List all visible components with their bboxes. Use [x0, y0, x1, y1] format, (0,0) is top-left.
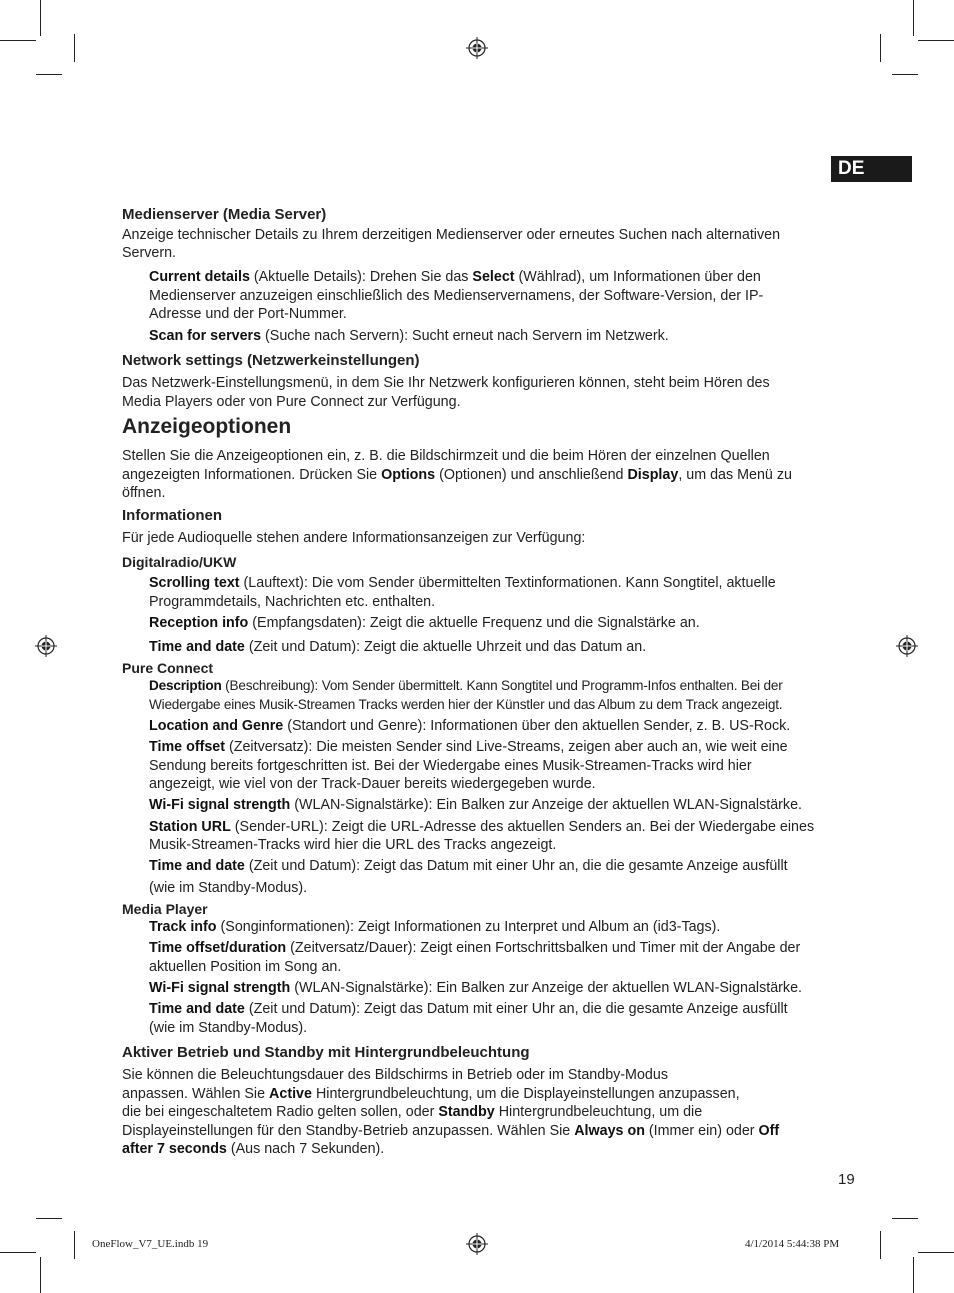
registration-mark-icon [896, 635, 918, 657]
paragraph-line: öffnen. [122, 485, 166, 501]
term: Time offset [149, 739, 226, 755]
paragraph-line: Anzeige technischer Details zu Ihrem derzeitigen Medienserver oder erneutes Suchen nach alternativen [122, 227, 781, 243]
print-slug-filename: OneFlow_V7_UE.indb 19 [92, 1238, 209, 1250]
language-tab: DE [831, 156, 912, 182]
list-item: Location and Genre (Standort und Genre): Informationen über den aktuellen Sender, z. B. US-Rock. [149, 718, 791, 734]
crop-mark [880, 1231, 881, 1259]
crop-mark [74, 34, 75, 62]
crop-mark [918, 40, 954, 41]
term: Always on [574, 1123, 645, 1139]
list-item: Scan for servers (Suche nach Servern): Sucht erneut nach Servern im Netzwerk. [149, 328, 669, 344]
crop-mark [892, 1218, 918, 1219]
registration-mark-icon [466, 37, 488, 59]
term: Time and date [149, 639, 245, 655]
section-heading: Aktiver Betrieb und Standby mit Hintergrundbeleuchtung [122, 1044, 530, 1061]
list-item: Description (Beschreibung): Vom Sender übermittelt. Kann Songtitel und Programm-Infos enthalten. Bei der [149, 678, 783, 693]
crop-mark [74, 1231, 75, 1259]
crop-mark [36, 74, 62, 75]
list-item: Time offset (Zeitversatz): Die meisten Sender sind Live-Streams, zeigen aber auch an, wie weit eine [149, 739, 788, 755]
list-item: Wi-Fi signal strength (WLAN-Signalstärke): Ein Balken zur Anzeige der aktuellen WLAN-Signalstärke. [149, 980, 803, 996]
list-item: Scrolling text (Lauftext): Die vom Sender übermittelten Textinformationen. Kann Songtitel, aktuelle [149, 575, 776, 591]
paragraph-line: angezeigt, wie viel von der Track-Dauer bereits wiedergegeben wurde. [149, 776, 596, 792]
page-number: 19 [838, 1171, 855, 1188]
crop-mark [40, 0, 41, 36]
term: Standby [438, 1104, 495, 1120]
list-item: Reception info (Empfangsdaten): Zeigt die aktuelle Frequenz und die Signalstärke an. [149, 615, 700, 631]
crop-mark [0, 40, 36, 41]
term: Wi-Fi signal strength [149, 797, 291, 813]
term: Active [269, 1086, 312, 1102]
term: Scan for servers [149, 328, 262, 344]
subsection-heading: Digitalradio/UKW [122, 554, 237, 570]
crop-mark [36, 1218, 62, 1219]
term: after 7 seconds [122, 1141, 227, 1157]
term: Off [758, 1123, 780, 1139]
term: Time offset/duration [149, 940, 287, 956]
term: Description [149, 678, 222, 693]
list-item: Station URL (Sender-URL): Zeigt die URL-Adresse des aktuellen Senders an. Bei der Wiedergabe eines [149, 819, 815, 835]
paragraph-line: Programmdetails, Nachrichten etc. enthalten. [149, 594, 436, 610]
term: Display [627, 467, 679, 483]
paragraph-line: anpassen. Wählen Sie Active Hintergrundbeleuchtung, um die Displayeinstellungen anzupassen, [122, 1086, 740, 1102]
paragraph-line: die bei eingeschaltetem Radio gelten sollen, oder Standby Hintergrundbeleuchtung, um die [122, 1104, 703, 1120]
registration-mark-icon [466, 1233, 488, 1255]
crop-mark [913, 1257, 914, 1293]
paragraph-line: Wiedergabe eines Musik-Streamen Tracks werden hier der Künstler und das Album zu dem Track angezeigt. [149, 697, 783, 712]
term: Options [381, 467, 436, 483]
list-item: Time offset/duration (Zeitversatz/Dauer): Zeigt einen Fortschrittsbalken und Timer mit der Angabe der [149, 940, 801, 956]
paragraph-line: Adresse und der Port-Nummer. [149, 306, 347, 322]
paragraph-line: (wie im Standby-Modus). [149, 880, 308, 896]
crop-mark [880, 34, 881, 62]
section-heading: Medienserver (Media Server) [122, 206, 327, 223]
paragraph-line: after 7 seconds (Aus nach 7 Sekunden). [122, 1141, 385, 1157]
crop-mark [892, 74, 918, 75]
list-item: Time and date (Zeit und Datum): Zeigt die aktuelle Uhrzeit und das Datum an. [149, 639, 647, 655]
paragraph-line: Musik-Streamen-Tracks wird hier die URL des Tracks angezeigt. [149, 837, 557, 853]
term: Time and date [149, 1001, 245, 1017]
paragraph-line: Sie können die Beleuchtungsdauer des Bildschirms in Betrieb oder im Standby-Modus [122, 1067, 668, 1083]
crop-mark [40, 1257, 41, 1293]
crop-mark [0, 1252, 36, 1253]
list-item: Current details (Aktuelle Details): Drehen Sie das Select (Wählrad), um Informationen über den [149, 269, 761, 285]
paragraph-line: Displayeinstellungen für den Standby-Betrieb anzupassen. Wählen Sie Always on (Immer ein) oder Off [122, 1123, 780, 1139]
print-slug-timestamp: 4/1/2014 5:44:38 PM [745, 1238, 840, 1250]
paragraph-line: (wie im Standby-Modus). [149, 1020, 308, 1036]
term: Reception info [149, 615, 249, 631]
registration-mark-icon [35, 635, 57, 657]
crop-mark [918, 1252, 954, 1253]
list-item: Wi-Fi signal strength (WLAN-Signalstärke): Ein Balken zur Anzeige der aktuellen WLAN-Signalstärke. [149, 797, 803, 813]
page-title: Anzeigeoptionen [122, 415, 292, 438]
paragraph-line: aktuellen Position im Song an. [149, 959, 342, 975]
section-heading: Informationen [122, 507, 222, 524]
list-item: Track info (Songinformationen): Zeigt Informationen zu Interpret und Album an (id3-Tags). [149, 919, 721, 935]
section-heading: Network settings (Netzwerkeinstellungen) [122, 352, 420, 369]
paragraph-line: Stellen Sie die Anzeigeoptionen ein, z. B. die Bildschirmzeit und die beim Hören der einzelnen Quellen [122, 448, 770, 464]
term: Current details [149, 269, 250, 285]
paragraph-line: Servern. [122, 245, 177, 261]
crop-mark [913, 0, 914, 36]
paragraph-line: angezeigten Informationen. Drücken Sie Options (Optionen) und anschließend Display, um das Menü zu [122, 467, 792, 483]
subsection-heading: Media Player [122, 901, 208, 917]
term: Track info [149, 919, 217, 935]
paragraph-line: Medienserver anzuzeigen einschließlich des Medienservernamens, der Software-Version, der IP- [149, 288, 764, 304]
term: Wi-Fi signal strength [149, 980, 291, 996]
list-item: Time and date (Zeit und Datum): Zeigt das Datum mit einer Uhr an, die die gesamte Anzeige ausfüllt [149, 858, 788, 874]
term: Time and date [149, 858, 245, 874]
paragraph-line: Sendung bereits fortgeschritten ist. Bei der Wiedergabe eines Musik-Streamen-Tracks wird hier [149, 758, 752, 774]
paragraph-line: Das Netzwerk-Einstellungsmenü, in dem Sie Ihr Netzwerk konfigurieren können, steht beim Hören des [122, 375, 770, 391]
list-item: Time and date (Zeit und Datum): Zeigt das Datum mit einer Uhr an, die die gesamte Anzeige ausfüllt [149, 1001, 788, 1017]
term: Location and Genre [149, 718, 284, 734]
term: Station URL [149, 819, 231, 835]
term: Scrolling text [149, 575, 240, 591]
term: Select [472, 269, 515, 285]
paragraph-line: Für jede Audioquelle stehen andere Informationsanzeigen zur Verfügung: [122, 530, 586, 546]
subsection-heading: Pure Connect [122, 660, 214, 676]
paragraph-line: Media Players oder von Pure Connect zur Verfügung. [122, 394, 461, 410]
